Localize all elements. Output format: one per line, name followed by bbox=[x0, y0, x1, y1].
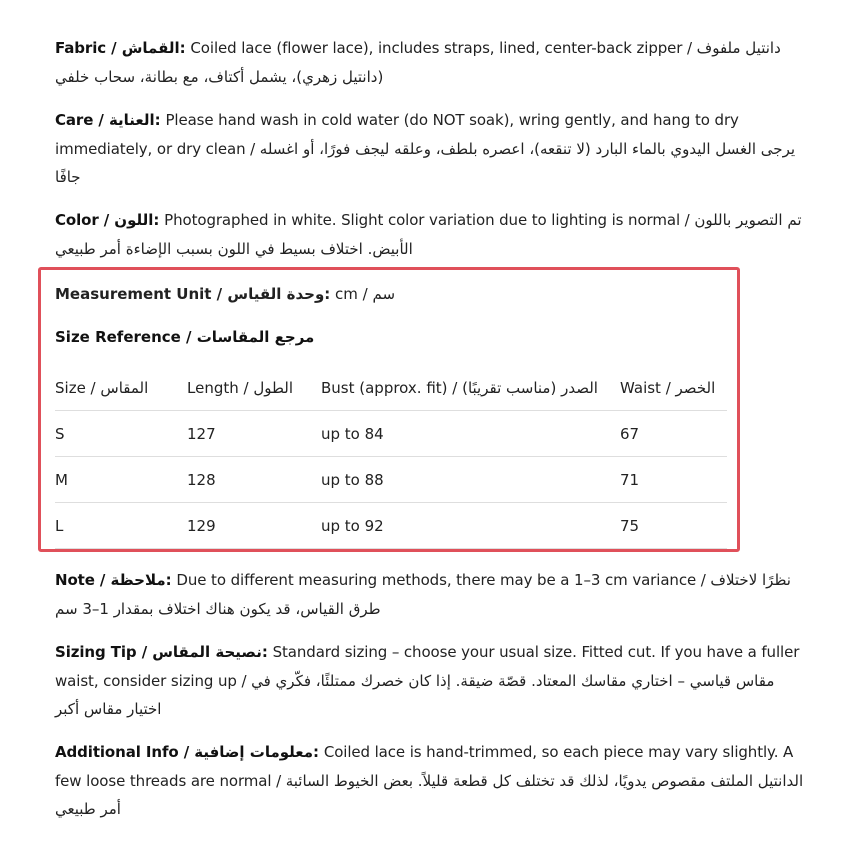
table-row bbox=[55, 411, 727, 457]
table-row bbox=[55, 457, 727, 503]
header-size: Size / المقاس bbox=[55, 366, 187, 411]
care-text: Please hand wash in cold water (do NOT soak), wring gently, and hang to dry immediately, or dry clean / يرجى الغسل اليدوي بالماء البارد (لا تنقعه)، اعصره بلطف، وعلقه ليجف فورًا، أو اغسله جافًا bbox=[55, 111, 796, 186]
sizing-tip-text: Standard sizing – choose your usual size. Fitted cut. If you have a fuller waist, consider sizing up / مقاس قياسي – اختاري مقاسك المعتاد. قصّة ضيقة. إذا كان خصرك ممتلئًا، فكّري في اختيار مقاس أكبر bbox=[55, 643, 800, 718]
color-label: Color / اللون: bbox=[55, 211, 160, 229]
note-label: Note / ملاحظة: bbox=[55, 571, 172, 589]
care-paragraph bbox=[55, 106, 810, 192]
sizing-tip-paragraph bbox=[55, 638, 810, 724]
cell-size: L bbox=[55, 503, 187, 549]
header-length: Length / الطول bbox=[187, 366, 321, 411]
cell-length: 127 bbox=[187, 411, 321, 457]
table-row bbox=[55, 503, 727, 549]
cell-length: 128 bbox=[187, 457, 321, 503]
fabric-text: Coiled lace (flower lace), includes straps, lined, center-back zipper / دانتيل ملفوف (دانتيل زهري)، يشمل أكتاف، مع بطانة، سحاب خلفي bbox=[55, 39, 781, 86]
cell-bust: up to 84 bbox=[321, 411, 620, 457]
color-paragraph bbox=[55, 206, 810, 263]
color-text: Photographed in white. Slight color variation due to lighting is normal / تم التصوير باللون الأبيض. اختلاف بسيط في اللون بسبب الإضاءة أمر طبيعي bbox=[55, 211, 802, 258]
cell-size: M bbox=[55, 457, 187, 503]
header-bust: Bust (approx. fit) / الصدر (مناسب تقريبًا) bbox=[321, 366, 620, 411]
cell-waist: 67 bbox=[620, 411, 727, 457]
header-waist: Waist / الخصر bbox=[620, 366, 727, 411]
note-paragraph bbox=[55, 566, 810, 623]
measurement-label: Measurement Unit / وحدة القياس: bbox=[55, 285, 331, 303]
size-table bbox=[55, 366, 727, 549]
measurement-unit bbox=[55, 282, 395, 306]
note-text: Due to different measuring methods, there may be a 1–3 cm variance / نظرًا لاختلاف طرق القياس، قد يكون هناك اختلاف بمقدار 1–3 سم bbox=[55, 571, 791, 618]
additional-info-paragraph bbox=[55, 738, 810, 824]
additional-info-text: Coiled lace is hand-trimmed, so each piece may vary slightly. A few loose threads are normal / الدانتيل الملتف مقصوص يدويًا، لذلك قد تختلف كل قطعة قليلاً. بعض الخيوط السائبة أمر طبيعي bbox=[55, 743, 804, 818]
additional-info-label: Additional Info / معلومات إضافية: bbox=[55, 743, 320, 761]
fabric-label: Fabric / القماش: bbox=[55, 39, 186, 57]
fabric-paragraph bbox=[55, 34, 810, 91]
cell-bust: up to 92 bbox=[321, 503, 620, 549]
measurement-value: cm / سم bbox=[330, 285, 396, 303]
cell-size: S bbox=[55, 411, 187, 457]
cell-waist: 71 bbox=[620, 457, 727, 503]
cell-length: 129 bbox=[187, 503, 321, 549]
cell-waist: 75 bbox=[620, 503, 727, 549]
sizing-tip-label: Sizing Tip / نصيحة المقاس: bbox=[55, 643, 268, 661]
care-label: Care / العناية: bbox=[55, 111, 161, 129]
size-reference-title: Size Reference / مرجع المقاسات bbox=[55, 328, 315, 346]
table-header-row bbox=[55, 366, 727, 411]
cell-bust: up to 88 bbox=[321, 457, 620, 503]
